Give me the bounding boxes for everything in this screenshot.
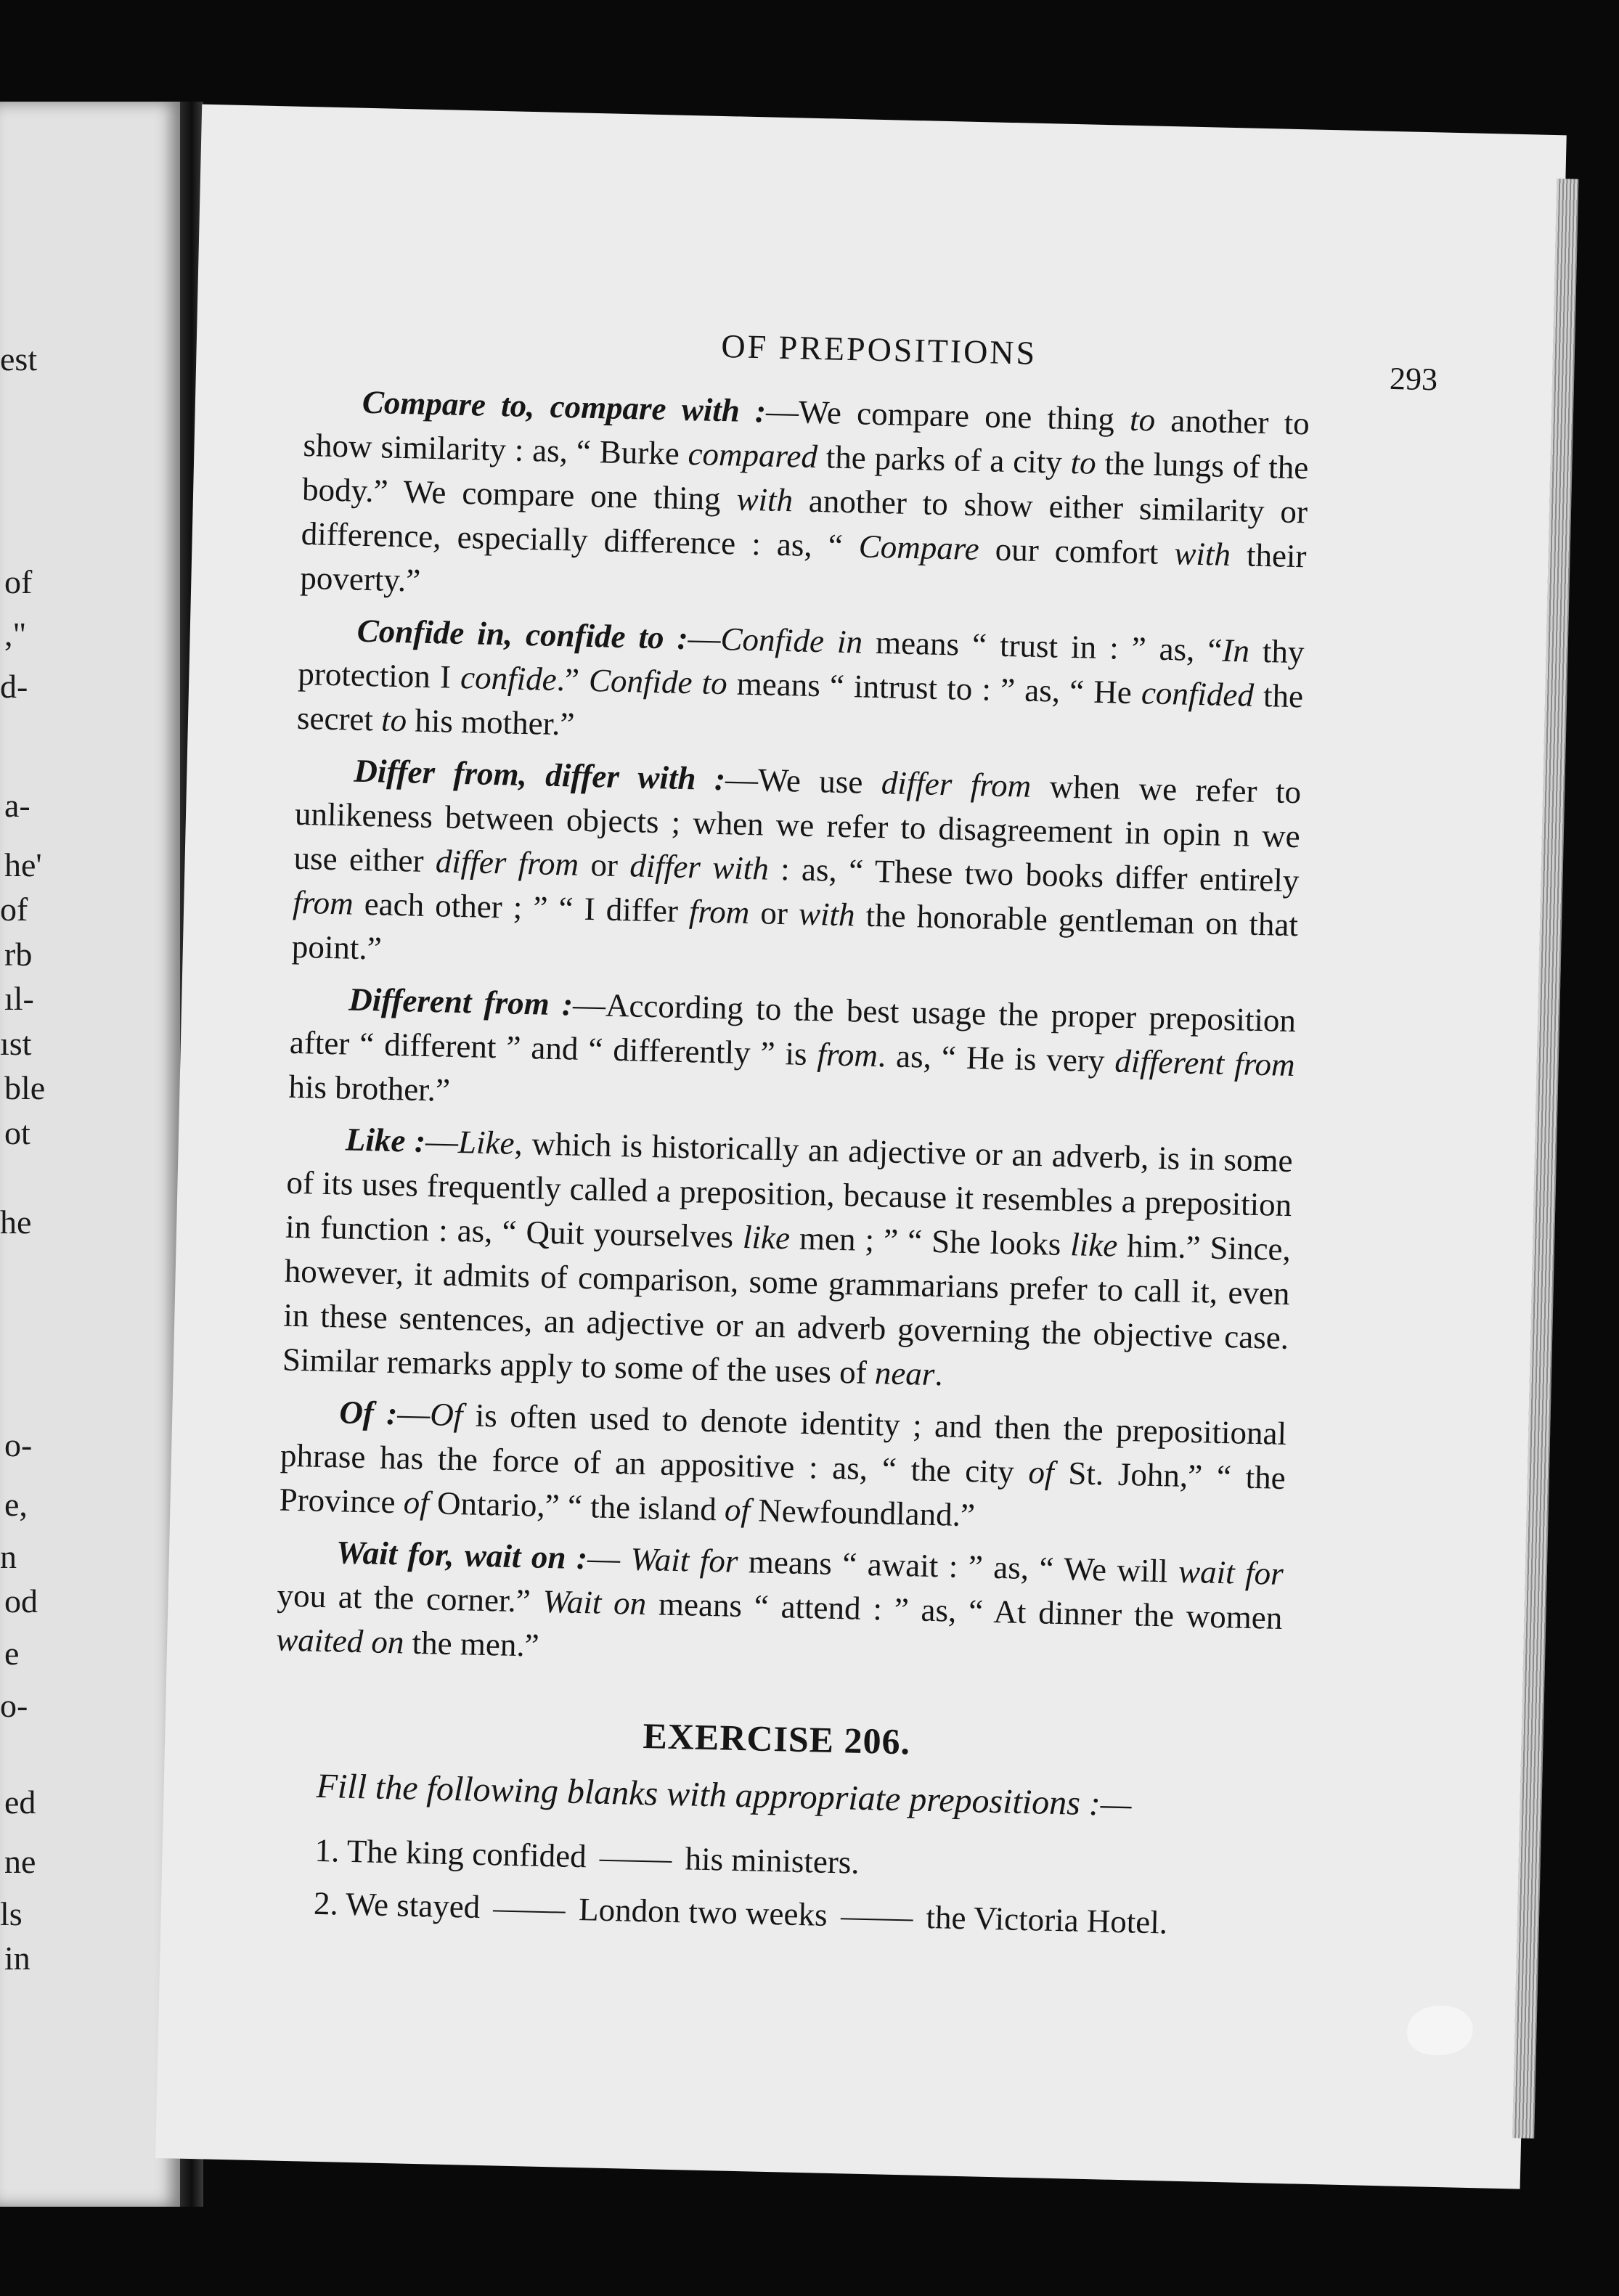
facing-page-fragment: ıst [0, 1024, 32, 1062]
italic-example: with [798, 895, 856, 933]
usage-entry [291, 748, 1302, 992]
entry-text: him.” Since, however, it admits of comparison, some grammarians prefer to call it, even in these sentences, an adjective or an adverb governing the objective case. Similar remarks apply to some of the uses of [282, 1227, 1292, 1392]
exercise-instructions: Fill the following blanks with appropriate prepositions :— [316, 1766, 1133, 1824]
italic-example: differ with [629, 847, 770, 887]
facing-page-fragment: n [0, 1537, 17, 1575]
entry-text: another to show either similarity or difference, especially difference : as, “ [301, 482, 1308, 565]
italic-example: like [1069, 1226, 1118, 1264]
exercise-segment: his ministers. [685, 1840, 860, 1881]
usage-term: Differ from, differ with : [353, 752, 726, 798]
entry-text: — [396, 1395, 431, 1433]
facing-page-fragment: d- [0, 667, 28, 705]
usage-term: Compare to, compare with : [362, 383, 767, 430]
entry-text: means “ attend : ” as, “ At dinner the women [645, 1585, 1283, 1636]
entry-text: means “ intrust to : ” as, “ He [727, 665, 1142, 711]
exercise-segment: London two weeks [578, 1891, 828, 1933]
usage-term: Like : [345, 1121, 426, 1160]
italic-example: from [688, 893, 750, 931]
facing-page-fragment: ıl- [4, 980, 34, 1017]
facing-page-fragment: ble [4, 1069, 46, 1106]
entry-text: or [578, 846, 630, 884]
entry-text: each other ; ” “ I differ [353, 885, 690, 930]
entry-text: : as, “ These two books differ entirely [768, 850, 1300, 899]
fill-in-blank [493, 1910, 566, 1913]
entry-text: means “ trust in : ” as, “ [862, 624, 1223, 669]
entry-text: — [688, 620, 722, 658]
usage-entry [279, 1389, 1287, 1545]
facing-page-fragment: of [0, 891, 28, 928]
entry-text: St. John,” “ the Province [279, 1454, 1286, 1521]
entry-text: his brother.” [288, 1068, 451, 1108]
facing-page-edge [0, 102, 182, 2207]
page-number: 293 [1389, 360, 1438, 398]
italic-example: near [874, 1355, 935, 1393]
italic-example: wait for [1178, 1553, 1284, 1592]
facing-page-fragment: e [4, 1635, 20, 1672]
facing-page-fragment: est [0, 340, 38, 377]
exercise-heading: EXERCISE 206. [642, 1715, 911, 1762]
italic-example: to [380, 701, 407, 739]
facing-page-fragment: o- [0, 1686, 28, 1724]
facing-page-fragment: ," [4, 615, 27, 653]
entry-text: , which is historically an adjective or an adverb, is in some of its uses frequently called a preposition, because it resembles a preposition in function : as, “ Quit yourselves [285, 1124, 1294, 1255]
italic-example: from [817, 1036, 878, 1074]
facing-page-fragment: e, [4, 1486, 28, 1523]
usage-term: Confide in, confide to : [356, 612, 689, 657]
usage-entry [282, 1116, 1293, 1405]
entry-text: thy protection I [297, 632, 1305, 695]
book-page [155, 105, 1567, 2189]
italic-example: Confide in [720, 621, 863, 661]
exercise-item-number: 1. [314, 1831, 348, 1869]
entry-text: —According to the best usage the proper preposition after “ different ” and “ differently ” is [289, 986, 1297, 1073]
entry-text: his mother.” [406, 702, 575, 743]
usage-term: Wait for, wait on : [335, 1534, 588, 1577]
exercise-item-number: 2. [313, 1884, 346, 1922]
usage-entry [276, 1529, 1284, 1685]
usage-term: Of : [338, 1394, 398, 1432]
entry-text: . [934, 1356, 944, 1393]
italic-example: waited on [275, 1621, 405, 1661]
italic-example: with [1173, 535, 1231, 573]
italic-example: In [1221, 632, 1250, 669]
entry-text: Ontario,” “ the island [428, 1484, 725, 1528]
usage-entry [288, 976, 1297, 1132]
usage-entries [276, 379, 1310, 1685]
entry-text: the honorable gentleman on that point.” [291, 896, 1299, 967]
italic-example: Wait on [542, 1582, 647, 1622]
italic-example: Like [457, 1124, 515, 1161]
entry-text: is often used to denote identity ; and then the prepositional phrase has the force of an appositive : as, “ the city [280, 1397, 1287, 1490]
facing-page-fragment: of [4, 563, 33, 600]
facing-page-fragment: in [4, 1940, 30, 1977]
italic-example: Of [429, 1396, 463, 1434]
entry-text: —We compare one thing [765, 393, 1130, 438]
usage-entry [300, 379, 1310, 623]
exercise-segment: We stayed [345, 1885, 481, 1925]
exercise-segment: The king confided [346, 1832, 587, 1875]
italic-example: to [1070, 444, 1097, 481]
usage-entry [296, 608, 1305, 763]
running-head: OF PREPOSITIONS [720, 327, 1037, 372]
facing-page-fragment: ot [4, 1114, 30, 1151]
italic-example: Wait for [629, 1540, 738, 1580]
facing-page-fragment: o- [4, 1426, 33, 1463]
italic-example: with [735, 481, 794, 519]
facing-page-fragment: he [0, 1203, 32, 1241]
italic-example: of [724, 1491, 751, 1529]
italic-example: from [292, 883, 354, 922]
italic-example: to [1129, 401, 1156, 438]
entry-text: the secret [296, 677, 1304, 738]
entry-text: their poverty.” [299, 536, 1308, 599]
entry-text: — [587, 1540, 632, 1577]
entry-text: — [425, 1123, 459, 1161]
italic-example: of [1028, 1453, 1055, 1491]
italic-example: like [742, 1218, 791, 1257]
entry-text: the lungs of the body.” We compare one thing [301, 444, 1309, 518]
entry-text: when we refer to unlikeness between objects ; when we refer to disagreement in opin n we use either [293, 767, 1302, 880]
facing-page-fragment: a- [4, 786, 30, 824]
entry-text: .” [556, 661, 590, 698]
italic-example: different from [1114, 1042, 1296, 1084]
italic-example: compared [688, 435, 818, 475]
body-text [269, 379, 1310, 1956]
paper-blemish [1407, 2005, 1474, 2056]
italic-example: Compare [858, 528, 980, 568]
entry-text: men ; ” “ She looks [789, 1220, 1071, 1263]
italic-example: differ from [435, 843, 579, 883]
italic-example: confide [460, 658, 558, 698]
entry-text: you at the corner.” [277, 1577, 544, 1619]
facing-page-fragment: rb [4, 935, 33, 973]
facing-page-fragment: ed [4, 1784, 36, 1821]
fill-in-blank [600, 1859, 672, 1862]
entry-text: the parks of a city [817, 438, 1072, 481]
italic-example: Confide to [588, 661, 728, 702]
facing-page-fragment: ls [0, 1895, 23, 1932]
facing-page-fragment: he' [4, 846, 42, 883]
entry-text: means “ await : ” as, “ We will [737, 1543, 1179, 1590]
facing-page-fragment: od [4, 1582, 38, 1620]
entry-text: . as, “ He is very [877, 1037, 1116, 1079]
italic-example: differ from [881, 764, 1032, 804]
facing-page-fragment: ne [4, 1843, 36, 1880]
entry-text: our comfort [979, 531, 1175, 572]
italic-example: of [403, 1484, 430, 1521]
entry-text: the men.” [403, 1624, 540, 1664]
italic-example: confided [1141, 674, 1255, 714]
entry-text: or [749, 894, 799, 932]
entry-text: Newfoundland.” [749, 1492, 976, 1534]
usage-term: Different from : [348, 981, 574, 1023]
fill-in-blank [840, 1918, 913, 1921]
entry-text: —We use [725, 761, 882, 801]
exercise-segment: the Victoria Hotel. [925, 1898, 1168, 1941]
entry-text: another to show similarity : as, “ Burke [303, 401, 1310, 472]
exercise-items [269, 1827, 1277, 1947]
